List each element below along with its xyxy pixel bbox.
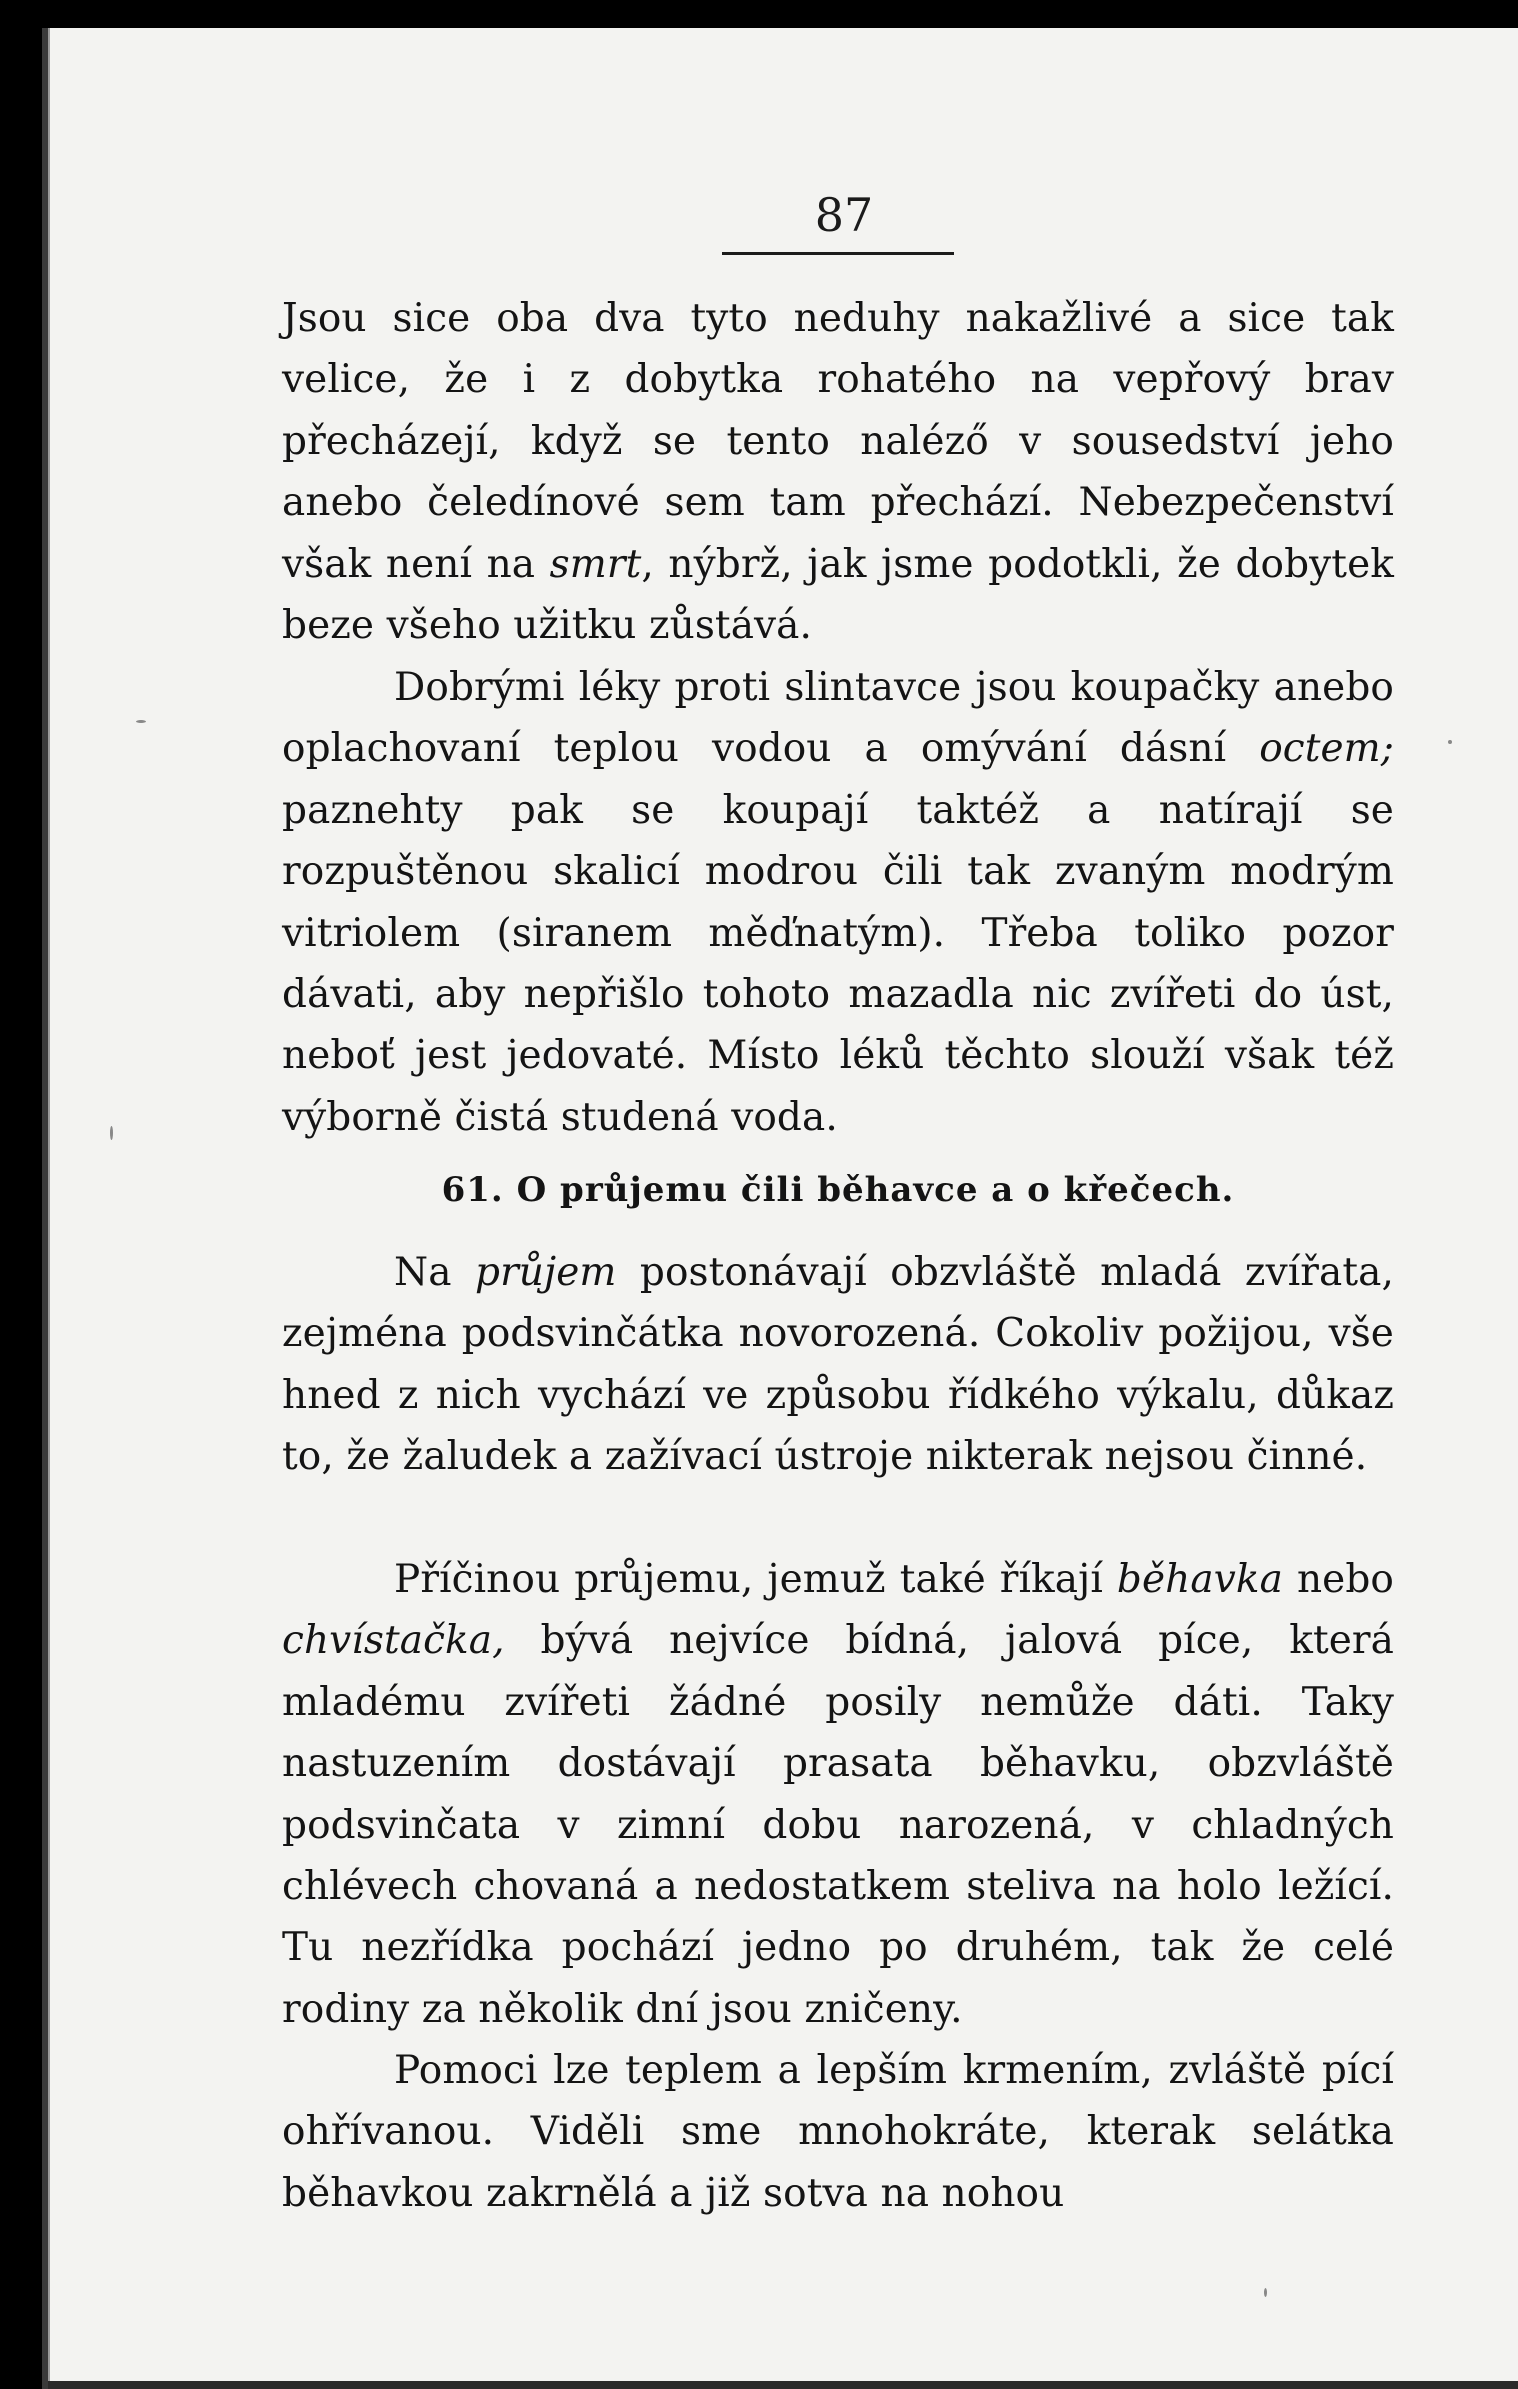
text-run: Jsou sice oba dva tyto neduhy nakažlivé a sice tak velice, že i z dobytka rohatého na vepřový brav přecházejí, když se tento naléző v sousedství jeho anebo čeledínové sem tam přechází. Nebezpečenství však není na [282,296,1394,587]
text-run: Dobrými léky proti slintavce jsou koupačky anebo oplachovaní teplou vodou a omývání dásní [282,665,1394,772]
text-run: nebo [1282,1557,1394,1602]
book-page [42,28,1518,2389]
italic-run: běhavka [1116,1557,1283,1602]
text-run: , nýbrž, jak jsme podotkli, že dobytek beze všeho užitku zůstává. [282,541,1394,649]
page-number: 87 [814,188,874,242]
paragraph-2 [282,657,1394,1148]
italic-run: smrt [549,541,642,587]
paragraph-4 [282,1549,1394,2040]
scan-speck [1448,740,1452,744]
italic-run: octem; [1259,726,1394,772]
page-bottom-edge [48,2381,1518,2389]
paragraph-3 [282,1242,1394,1488]
text-run: postonávají obzvláště mladá zvířata, zejména podsvinčátka novorozená. Cokoliv požijou, vše hned z nich vychází ve způsobu řídkého výkalu, důkaz to, že žaludek a zažívací ústroje nikterak nejsou činné. [282,1250,1394,1480]
text-run: Na [394,1250,475,1295]
text-run: Pomoci lze teplem a lepším krmením, zvláště pící ohřívanou. Viděli sme mnohokráte, kterak selátka běhavkou zakrnělá a již sotva na nohou [282,2048,1394,2216]
section-heading: 61. O průjemu čili běhavce a o křečech. [441,1170,1235,1210]
italic-run: chvístačka, [282,1618,505,1664]
paragraph-5 [282,2040,1394,2224]
text-run: Příčinou průjemu, jemuž také říkají [394,1557,1117,1602]
page-gutter [48,28,50,2389]
italic-run: průjem [475,1250,617,1295]
text-run: paznehty pak se koupají taktéž a natírají se rozpuštěnou skalicí modrou čili tak zvaným modrým vitriolem (siranem měďnatým). Třeba toliko pozor dávati, aby nepřišlo tohoto mazadla nic zvířeti do úst, neboť jest jedovaté. Místo léků těchto slouží však též výborně čistá studená voda. [282,787,1394,1140]
scan-speck [1264,2288,1267,2297]
text-run: bývá nejvíce bídná, jalová píce, která mladému zvířeti žádné posily nemůže dáti. Taky nastuzením dostávají prasata běhavku, obzvláště podsvinčata v zimní dobu narozená, v chladných chlévech chovaná a nedostatkem steliva na holo ležící. Tu nezřídka pochází jedno po druhém, tak že celé rodiny za několik dní jsou zničeny. [282,1618,1394,2032]
paragraph-1 [282,288,1394,656]
header-rule [722,252,954,255]
scan-speck [110,1126,113,1140]
scan-speck [136,720,146,723]
